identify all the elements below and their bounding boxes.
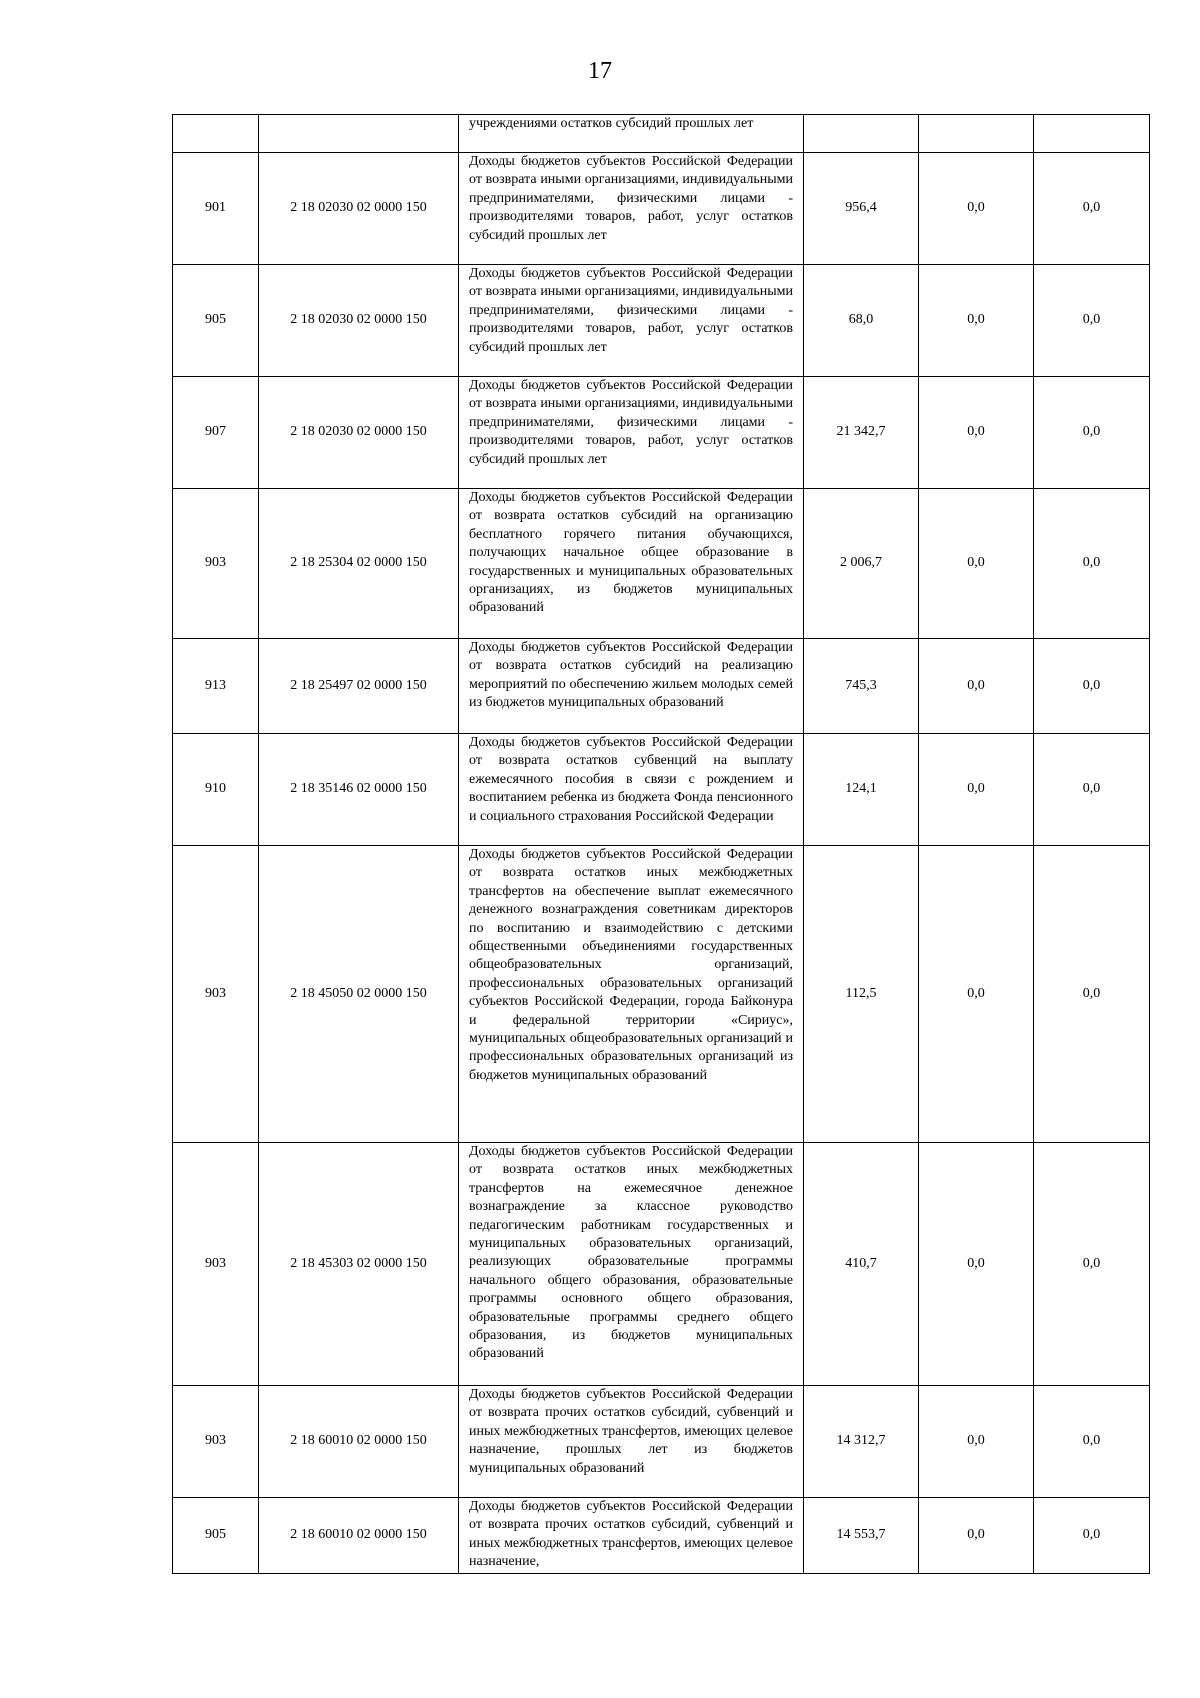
admin-code-text: 907 <box>205 424 226 440</box>
budget-code-text: 2 18 60010 02 0000 150 <box>290 1433 427 1449</box>
description-text: Доходы бюджетов субъектов Российской Федерации от возврата остатков иных межбюджетных трансфертов на ежемесячное денежное вознаграждение за классное руководство педагогическим работникам государственных и муниципальных образовательных организаций, реализующих образовательные программы начального общего образования, образовательные программы основного общего образования, образовательные программы среднего общего образования, из бюджетов муниципальных образований <box>469 1144 793 1362</box>
amount-year-3-text: 0,0 <box>1082 1255 1101 1271</box>
admin-code-cell <box>173 265 259 377</box>
amount-year-2-text: 0,0 <box>967 677 985 693</box>
amount-year-3-cell <box>1034 1498 1150 1574</box>
table-row <box>173 734 1150 846</box>
budget-code-cell <box>259 115 459 153</box>
description-text: Доходы бюджетов субъектов Российской Федерации от возврата иными организациями, индивидуальными предпринимателями, физическими лицами - производителями товаров, работ, услуг остатков субсидий прошлых лет <box>469 378 793 467</box>
budget-code-cell <box>259 489 459 639</box>
amount-year-1-text: 2 006,7 <box>840 555 882 571</box>
page-number: 17 <box>588 58 612 84</box>
amount-year-3-text: 0,0 <box>1082 1527 1101 1543</box>
admin-code-cell <box>173 734 259 846</box>
amount-year-2-cell <box>919 734 1034 846</box>
admin-code-text: 903 <box>205 1255 226 1271</box>
amount-year-1-cell <box>804 1386 919 1498</box>
amount-year-2-cell <box>919 1143 1034 1386</box>
table-row <box>173 377 1150 489</box>
description-text: Доходы бюджетов субъектов Российской Федерации от возврата остатков субсидий на организацию бесплатного горячего питания обучающихся, получающих начальное общее образование в государственных и муниципальных образовательных организациях, из бюджетов муниципальных образований <box>469 490 793 616</box>
admin-code-text: 903 <box>205 555 226 571</box>
budget-code-cell <box>259 639 459 734</box>
admin-code-cell <box>173 1498 259 1574</box>
budget-code-text: 2 18 60010 02 0000 150 <box>290 1527 427 1543</box>
budget-code-cell <box>259 846 459 1143</box>
budget-code-cell <box>259 1386 459 1498</box>
amount-year-3-cell <box>1034 377 1150 489</box>
amount-year-1-text: 14 553,7 <box>836 1527 886 1543</box>
amount-year-1-text: 745,3 <box>845 677 877 693</box>
amount-year-3-text: 0,0 <box>1082 985 1101 1001</box>
budget-code-cell <box>259 377 459 489</box>
amount-year-3-cell <box>1034 734 1150 846</box>
amount-year-2-text: 0,0 <box>967 781 985 797</box>
description-cell <box>459 265 804 377</box>
amount-year-3-cell <box>1034 489 1150 639</box>
budget-code-cell <box>259 153 459 265</box>
amount-year-2-cell <box>919 265 1034 377</box>
amount-year-3-cell <box>1034 1386 1150 1498</box>
amount-year-3-cell <box>1034 115 1150 153</box>
table-row <box>173 265 1150 377</box>
amount-year-2-cell <box>919 1498 1034 1574</box>
admin-code-cell <box>173 639 259 734</box>
budget-code-cell <box>259 1143 459 1386</box>
description-cell <box>459 115 804 153</box>
amount-year-1-cell <box>804 1498 919 1574</box>
admin-code-text: 903 <box>205 1433 226 1449</box>
amount-year-1-text: 21 342,7 <box>836 424 886 440</box>
table-row <box>173 639 1150 734</box>
table-row <box>173 1386 1150 1498</box>
amount-year-3-cell <box>1034 846 1150 1143</box>
amount-year-3-text: 0,0 <box>1082 677 1101 693</box>
amount-year-3-text: 0,0 <box>1082 1433 1101 1449</box>
amount-year-3-cell <box>1034 639 1150 734</box>
admin-code-cell <box>173 1143 259 1386</box>
amount-year-1-cell <box>804 639 919 734</box>
description-text: Доходы бюджетов субъектов Российской Федерации от возврата иными организациями, индивидуальными предпринимателями, физическими лицами - производителями товаров, работ, услуг остатков субсидий прошлых лет <box>469 266 793 355</box>
budget-code-text: 2 18 02030 02 0000 150 <box>290 424 427 440</box>
description-text: Доходы бюджетов субъектов Российской Федерации от возврата иными организациями, индивидуальными предпринимателями, физическими лицами - производителями товаров, работ, услуг остатков субсидий прошлых лет <box>469 154 793 243</box>
amount-year-2-cell <box>919 489 1034 639</box>
admin-code-text: 910 <box>205 781 226 797</box>
amount-year-1-cell <box>804 115 919 153</box>
amount-year-3-text: 0,0 <box>1082 424 1101 440</box>
amount-year-1-cell <box>804 153 919 265</box>
amount-year-2-cell <box>919 115 1034 153</box>
admin-code-text: 905 <box>205 1527 226 1543</box>
description-cell <box>459 846 804 1143</box>
budget-code-text: 2 18 02030 02 0000 150 <box>290 200 427 216</box>
amount-year-3-cell <box>1034 1143 1150 1386</box>
table-row <box>173 115 1150 153</box>
amount-year-2-text: 0,0 <box>967 1527 985 1543</box>
amount-year-1-cell <box>804 265 919 377</box>
amount-year-1-text: 68,0 <box>848 312 874 328</box>
table-row <box>173 153 1150 265</box>
amount-year-3-text: 0,0 <box>1082 555 1101 571</box>
admin-code-text: 913 <box>205 677 226 693</box>
description-text: Доходы бюджетов субъектов Российской Федерации от возврата прочих остатков субсидий, субвенций и иных межбюджетных трансфертов, имеющих целевое назначение, <box>469 1499 793 1570</box>
amount-year-2-cell <box>919 639 1034 734</box>
amount-year-2-text: 0,0 <box>967 555 985 571</box>
description-text: Доходы бюджетов субъектов Российской Федерации от возврата остатков субвенций на выплату ежемесячного пособия в связи с рождением и воспитанием ребенка из бюджета Фонда пенсионного и социального страхования Российской Федерации <box>469 735 793 824</box>
amount-year-3-text: 0,0 <box>1082 312 1101 328</box>
amount-year-1-cell <box>804 1143 919 1386</box>
description-cell <box>459 489 804 639</box>
admin-code-cell <box>173 1386 259 1498</box>
table-row <box>173 489 1150 639</box>
admin-code-cell <box>173 115 259 153</box>
admin-code-cell <box>173 377 259 489</box>
budget-code-text: 2 18 45303 02 0000 150 <box>290 1255 427 1271</box>
amount-year-1-text: 14 312,7 <box>836 1433 886 1449</box>
table-row <box>173 1143 1150 1386</box>
description-text: Доходы бюджетов субъектов Российской Федерации от возврата остатков иных межбюджетных трансфертов на обеспечение выплат ежемесячного денежного вознаграждения советникам директоров по воспитанию и взаимодействию с детскими общественными объединениями государственных общеобразовательных организаций, профессиональных образовательных организаций субъектов Российской Федерации, города Байконура и федеральной территории «Сириус», муниципальных общеобразовательных организаций и профессиональных образовательных организаций из бюджетов муниципальных образований <box>469 847 793 1083</box>
amount-year-2-text: 0,0 <box>967 424 985 440</box>
amount-year-2-text: 0,0 <box>967 1255 985 1271</box>
amount-year-1-text: 410,7 <box>845 1255 877 1271</box>
amount-year-3-cell <box>1034 265 1150 377</box>
budget-revenue-table <box>172 114 1150 1574</box>
amount-year-1-cell <box>804 377 919 489</box>
description-text: Доходы бюджетов субъектов Российской Федерации от возврата прочих остатков субсидий, субвенций и иных межбюджетных трансфертов, имеющих целевое назначение, прошлых лет из бюджетов муниципальных образований <box>469 1387 793 1476</box>
amount-year-2-cell <box>919 1386 1034 1498</box>
amount-year-2-text: 0,0 <box>967 312 985 328</box>
budget-code-text: 2 18 45050 02 0000 150 <box>290 985 427 1001</box>
amount-year-2-cell <box>919 846 1034 1143</box>
budget-code-cell <box>259 734 459 846</box>
description-cell <box>459 734 804 846</box>
admin-code-cell <box>173 153 259 265</box>
description-cell <box>459 377 804 489</box>
description-text: Доходы бюджетов субъектов Российской Федерации от возврата остатков субсидий на реализацию мероприятий по обеспечению жильем молодых семей из бюджетов муниципальных образований <box>469 640 793 711</box>
table-body <box>173 115 1150 1574</box>
amount-year-3-text: 0,0 <box>1082 200 1101 216</box>
amount-year-3-cell <box>1034 153 1150 265</box>
admin-code-text: 903 <box>205 985 226 1001</box>
amount-year-3-text: 0,0 <box>1082 781 1101 797</box>
amount-year-2-cell <box>919 377 1034 489</box>
admin-code-cell <box>173 489 259 639</box>
budget-code-cell <box>259 265 459 377</box>
amount-year-1-text: 956,4 <box>845 200 877 216</box>
amount-year-2-cell <box>919 153 1034 265</box>
amount-year-1-cell <box>804 846 919 1143</box>
admin-code-cell <box>173 846 259 1143</box>
budget-code-text: 2 18 02030 02 0000 150 <box>290 312 427 328</box>
amount-year-1-text: 124,1 <box>845 781 877 797</box>
amount-year-1-cell <box>804 489 919 639</box>
description-cell <box>459 1386 804 1498</box>
amount-year-1-text: 112,5 <box>845 985 877 1001</box>
table-row <box>173 846 1150 1143</box>
admin-code-text: 905 <box>205 312 226 328</box>
budget-code-cell <box>259 1498 459 1574</box>
description-cell <box>459 1143 804 1386</box>
amount-year-2-text: 0,0 <box>967 1433 985 1449</box>
amount-year-2-text: 0,0 <box>967 985 985 1001</box>
budget-code-text: 2 18 35146 02 0000 150 <box>290 781 427 797</box>
description-cell <box>459 1498 804 1574</box>
description-cell <box>459 153 804 265</box>
description-text: учреждениями остатков субсидий прошлых лет <box>469 116 754 131</box>
amount-year-1-cell <box>804 734 919 846</box>
table-row <box>173 1498 1150 1574</box>
amount-year-2-text: 0,0 <box>967 200 985 216</box>
description-cell <box>459 639 804 734</box>
admin-code-text: 901 <box>205 200 226 216</box>
budget-code-text: 2 18 25304 02 0000 150 <box>290 555 427 571</box>
budget-code-text: 2 18 25497 02 0000 150 <box>290 677 427 693</box>
